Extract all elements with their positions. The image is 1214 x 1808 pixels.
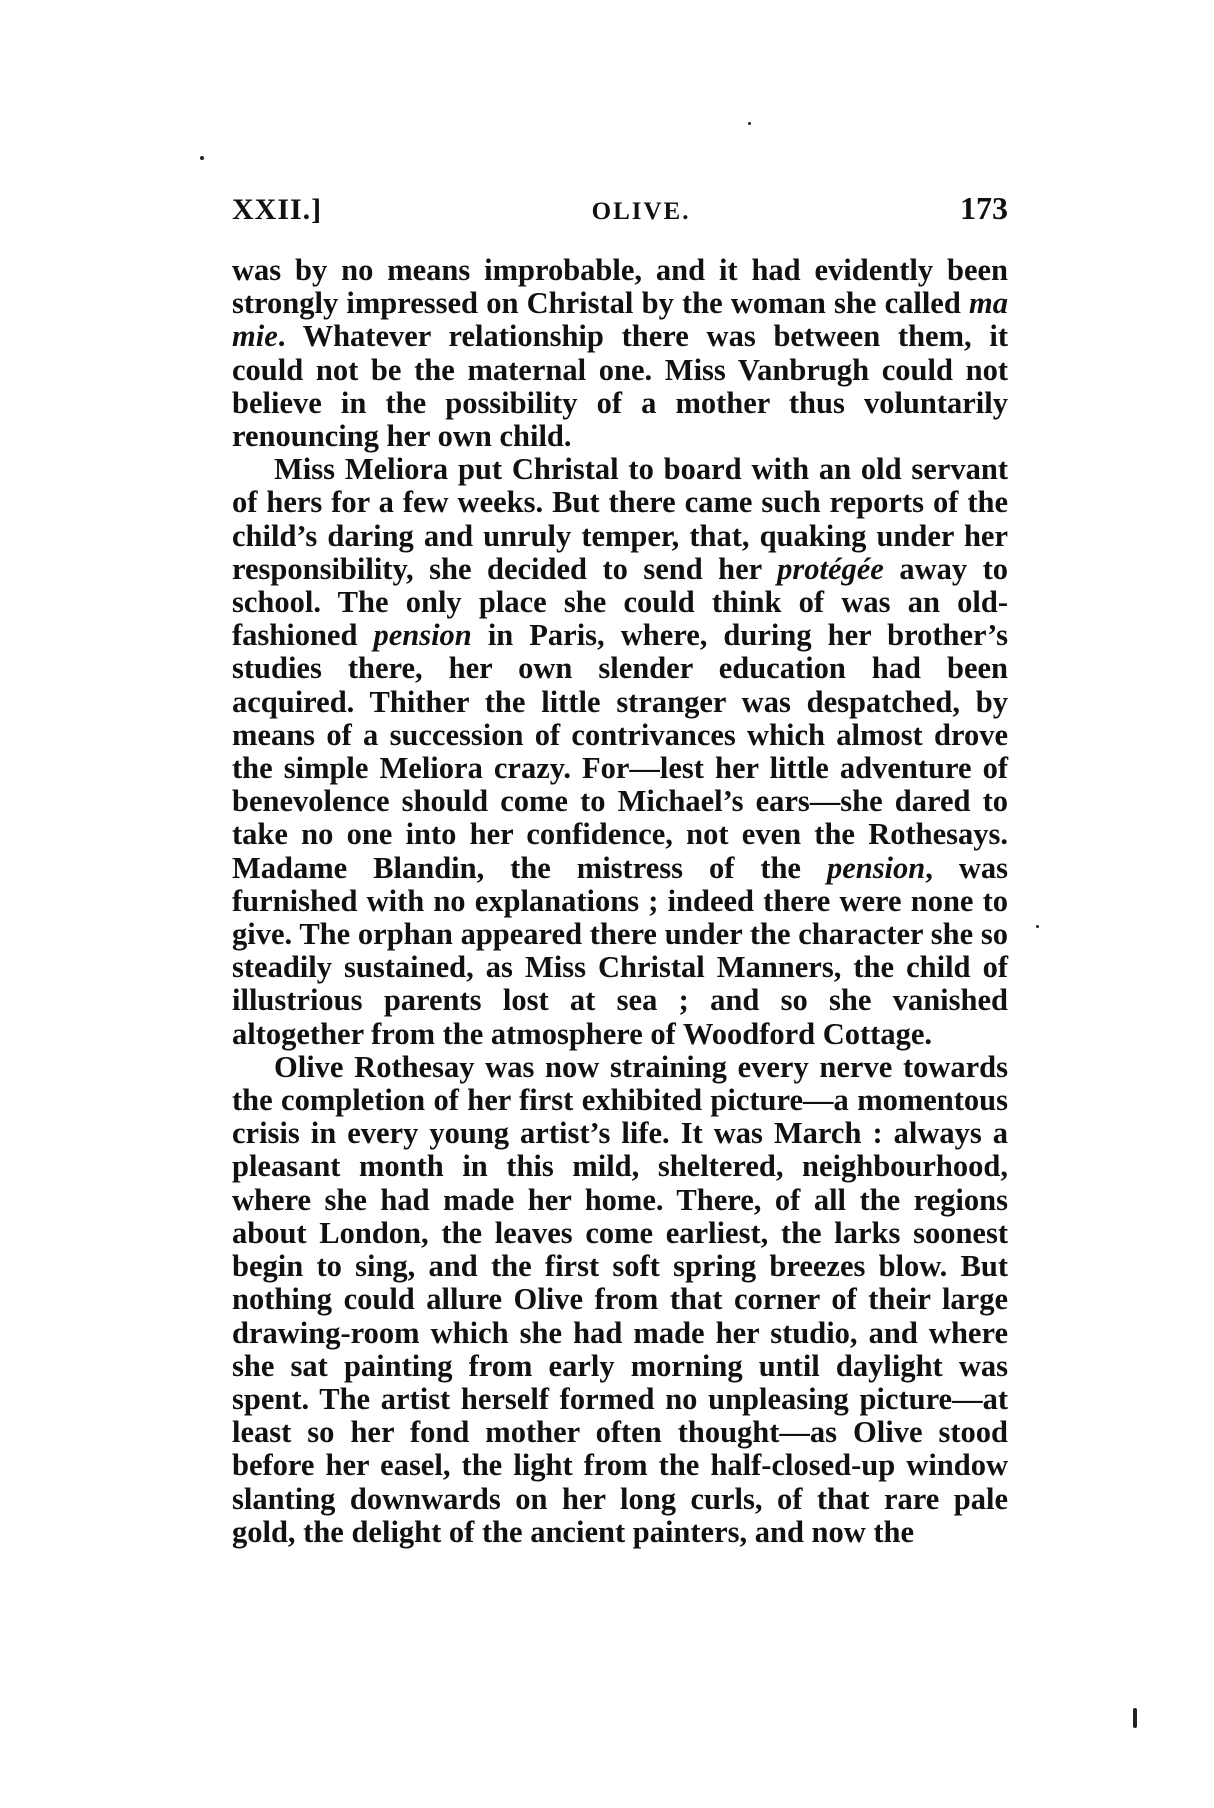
print-speck (1133, 1708, 1137, 1728)
text-run: . Whatever relationship there was between them, it could not be the maternal one. Miss Vanbrugh could not believe in the possibility of a mother thus voluntarily renouncing her own child. (232, 319, 1008, 454)
body-text (232, 254, 1008, 1549)
paragraph (232, 254, 1008, 453)
chapter-number: XXII.] (232, 193, 323, 226)
print-speck (748, 122, 751, 125)
italic-phrase: pension (826, 850, 926, 885)
text-run: , was furnished with no explanations ; indeed there were none to give. The orphan appeared there under the character she so steadily sustained, as Miss Christal Manners, the child of illustrious parents lost at sea ; and so she vanished altogether from the atmosphere of Woodford Cottage. (232, 850, 1008, 1051)
page-number: 173 (959, 190, 1008, 226)
print-speck (200, 156, 204, 160)
italic-phrase: ma mie (232, 286, 1008, 354)
text-run: was by no means improbable, and it had evidently been strongly impressed on Christal by the woman she called (232, 253, 1008, 321)
running-head (232, 190, 1008, 230)
text-run: Olive Rothesay was now straining every nerve towards the completion of her first exhibited picture—a momentous crisis in every young artist’s life. It was March : always a pleasant month in this mild, sheltered, neighbourhood, where she had made her home. There, of all the regions about London, the leaves come earliest, the larks soonest begin to sing, and the first soft spring breezes blow. But nothing could allure Olive from that corner of their large drawing-room which she had made her studio, and where she sat painting from early morning until daylight was spent. The artist herself formed no unpleasing picture—at least so her fond mother often thought—as Olive stood before her easel, the light from the half-closed-up window slanting downwards on her long curls, of that rare pale gold, the delight of the ancient painters, and now the (232, 1049, 1008, 1549)
print-speck (1036, 925, 1039, 928)
text-run: in Paris, where, during her brother’s studies there, her own slender education had been acquired. Thither the little stranger was despatched, by means of a succession of contrivances which almost drove the simple Meliora crazy. For—lest her little adventure of benevolence should come to Michael’s ears—she dared to take no one into her confidence, not even the Rothesays. Madame Blandin, the mistress of the (232, 618, 1008, 885)
paragraph (232, 453, 1008, 1051)
paragraph (232, 1051, 1008, 1549)
italic-phrase: protégée (777, 551, 884, 586)
text-run: away to school. The only place she could think of was an old-fashioned (232, 551, 1008, 653)
italic-phrase: pension (373, 618, 472, 653)
text-run: Miss Meliora put Christal to board with an old servant of hers for a few weeks. But there came such reports of the child’s daring and unruly temper, that, quaking under her responsibility, she decided to send her (232, 452, 1008, 586)
running-title: OLIVE. (591, 198, 691, 225)
